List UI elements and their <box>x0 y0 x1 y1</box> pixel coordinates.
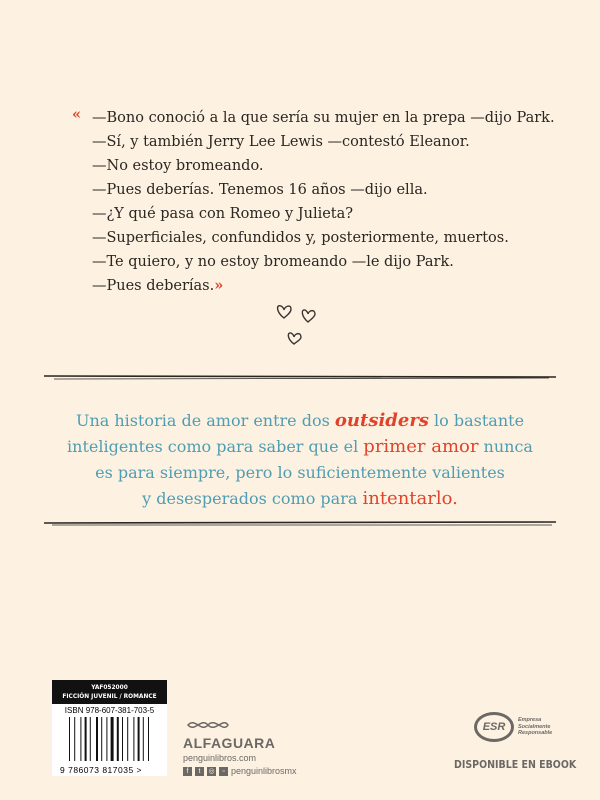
divider-line <box>44 372 556 382</box>
blurb-text: inteligentes como para saber que el <box>67 437 364 456</box>
dialogue-quote <box>72 106 555 298</box>
blurb-text: es para siempre, pero lo suficientemente valientes <box>95 463 505 482</box>
barcode-number: 9 786073 817035 > <box>60 765 143 775</box>
instagram-icon[interactable]: ◎ <box>208 767 215 775</box>
blurb <box>0 408 600 512</box>
esr-logo-icon: ESR <box>474 712 514 742</box>
blurb-text: nunca <box>478 437 533 456</box>
open-quote-mark: « <box>72 106 82 123</box>
youtube-icon[interactable]: ▫ <box>219 767 228 776</box>
quote-line: —Pues deberías. Tenemos 16 años —dijo ella. <box>92 182 428 198</box>
esr-text: Empresa <box>518 717 542 724</box>
divider-line <box>44 518 556 528</box>
category-code: YAF052000 <box>91 683 128 691</box>
blurb-highlight: primer amor <box>363 436 479 457</box>
quote-line: —Pues deberías. <box>92 278 215 294</box>
esr-text: Socialmente <box>518 723 551 730</box>
blurb-highlight: outsiders <box>334 410 429 431</box>
twitter-icon[interactable]: t <box>195 767 204 776</box>
esr-badge <box>474 712 552 742</box>
category-name: FICCIÓN JUVENIL / ROMANCE <box>62 692 157 700</box>
ebook-availability: DISPONIBLE EN EBOOK <box>454 759 577 771</box>
barcode-icon <box>69 717 153 761</box>
alfaguara-logo-icon <box>183 718 233 732</box>
blurb-highlight: intentarlo. <box>362 488 458 509</box>
quote-line: —¿Y qué pasa con Romeo y Julieta? <box>92 206 354 222</box>
quote-line: —Superficiales, confundidos y, posteriormente, muertos. <box>92 230 509 246</box>
esr-text: Responsable <box>518 730 553 737</box>
isbn: ISBN 978-607-381-703-5 <box>64 706 155 715</box>
quote-line: —Bono conoció a la que sería su mujer en la prepa —dijo Park. <box>92 110 555 126</box>
quote-line: —Te quiero, y no estoy bromeando —le dijo Park. <box>92 254 454 270</box>
blurb-text: Una historia de amor entre dos <box>75 411 335 430</box>
publisher-block <box>183 718 297 776</box>
quote-line: —No estoy bromeando. <box>92 158 264 174</box>
blurb-text: lo bastante <box>428 411 525 430</box>
hand-drawn-hearts-icon <box>272 300 332 350</box>
close-quote-mark: » <box>214 277 224 294</box>
social-links <box>183 766 297 776</box>
publisher-name: ALFAGUARA <box>183 735 276 751</box>
social-handle[interactable]: penguinlibrosmx <box>231 766 297 776</box>
blurb-text: y desesperados como para <box>142 489 363 508</box>
facebook-icon[interactable]: f <box>183 767 192 776</box>
quote-line: —Sí, y también Jerry Lee Lewis —contestó Eleanor. <box>92 134 470 150</box>
publisher-website[interactable]: penguinlibros.com <box>183 753 257 763</box>
barcode-box <box>52 680 167 776</box>
category-label <box>52 680 167 704</box>
